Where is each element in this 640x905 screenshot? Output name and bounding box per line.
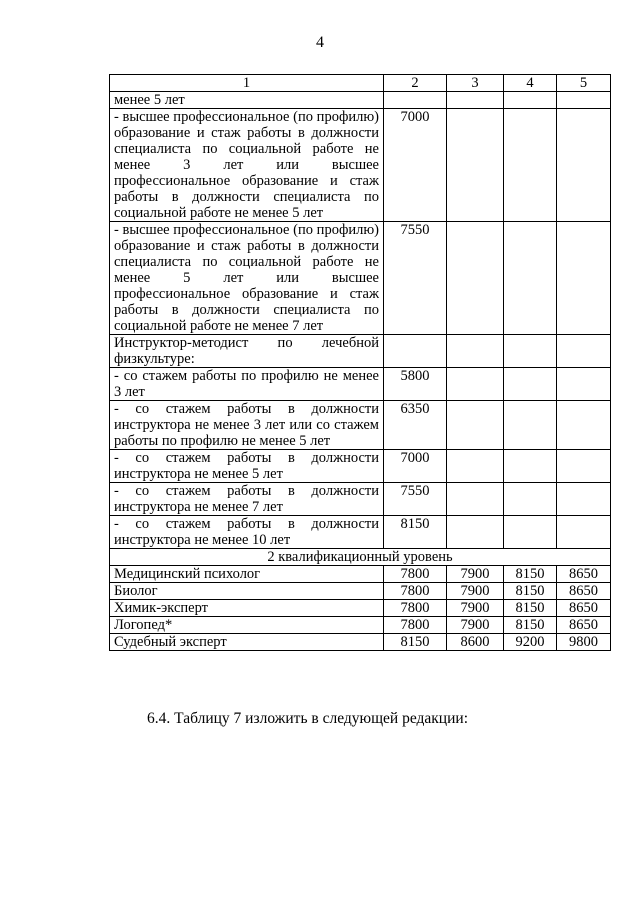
salary-value-cell	[447, 368, 504, 401]
position-cell: Химик-эксперт	[110, 600, 384, 617]
salary-value-cell: 8650	[557, 583, 611, 600]
salary-value-cell: 8150	[384, 634, 447, 651]
salary-value-cell	[447, 109, 504, 222]
qualification-level-title: 2 квалификационный уровень	[110, 549, 611, 566]
table-row	[110, 483, 611, 516]
salary-value-cell: 8150	[504, 583, 557, 600]
salary-value-cell	[504, 109, 557, 222]
position-cell: Инструктор-методист по лечебной физкультуре:	[110, 335, 384, 368]
salary-value-cell	[557, 335, 611, 368]
salary-value-cell: 8650	[557, 566, 611, 583]
position-cell: Логопед*	[110, 617, 384, 634]
column-header: 2	[384, 75, 447, 92]
salary-value-cell	[557, 109, 611, 222]
salary-value-cell: 7000	[384, 450, 447, 483]
column-header: 4	[504, 75, 557, 92]
salary-value-cell: 7000	[384, 109, 447, 222]
position-cell: - высшее профессиональное (по профилю) образование и стаж работы в должности специалиста по социальной работе не менее 5 лет или высшее профессиональное образование и стаж работы в должности специалиста по социальной работе не менее 7 лет	[110, 222, 384, 335]
salary-value-cell: 7900	[447, 566, 504, 583]
table-row	[110, 450, 611, 483]
instruction-text: 6.4. Таблицу 7 изложить в следующей редакции:	[147, 710, 468, 727]
table-row	[110, 516, 611, 549]
salary-value-cell: 8150	[504, 617, 557, 634]
table-row	[110, 92, 611, 109]
position-cell: - со стажем работы в должности инструктора не менее 3 лет или со стажем работы по профилю не менее 5 лет	[110, 401, 384, 450]
salary-value-cell	[447, 92, 504, 109]
salary-value-cell	[384, 92, 447, 109]
table-header-row	[110, 75, 611, 92]
column-header: 1	[110, 75, 384, 92]
salary-value-cell: 8650	[557, 617, 611, 634]
table-row	[110, 566, 611, 583]
salary-value-cell: 7550	[384, 483, 447, 516]
salary-table	[109, 74, 611, 651]
salary-value-cell	[447, 483, 504, 516]
salary-value-cell	[557, 401, 611, 450]
position-cell: - со стажем работы в должности инструктора не менее 7 лет	[110, 483, 384, 516]
salary-value-cell	[557, 368, 611, 401]
table-row	[110, 335, 611, 368]
salary-value-cell: 7800	[384, 583, 447, 600]
salary-value-cell	[447, 516, 504, 549]
salary-value-cell: 7550	[384, 222, 447, 335]
table-row	[110, 222, 611, 335]
position-cell: - высшее профессиональное (по профилю) образование и стаж работы в должности специалиста по социальной работе не менее 3 лет или высшее профессиональное образование и стаж работы в должности специалиста по социальной работе не менее 5 лет	[110, 109, 384, 222]
salary-value-cell	[504, 401, 557, 450]
salary-value-cell: 7800	[384, 600, 447, 617]
page-number: 4	[316, 34, 324, 51]
salary-value-cell: 8150	[384, 516, 447, 549]
salary-value-cell: 8150	[504, 566, 557, 583]
salary-value-cell: 7800	[384, 617, 447, 634]
salary-value-cell: 8150	[504, 600, 557, 617]
table-row	[110, 583, 611, 600]
column-header: 5	[557, 75, 611, 92]
salary-value-cell: 7900	[447, 583, 504, 600]
salary-value-cell	[447, 401, 504, 450]
salary-value-cell	[557, 222, 611, 335]
salary-value-cell	[557, 450, 611, 483]
salary-value-cell: 5800	[384, 368, 447, 401]
salary-value-cell	[557, 483, 611, 516]
salary-value-cell: 9800	[557, 634, 611, 651]
table-row	[110, 634, 611, 651]
salary-value-cell	[504, 516, 557, 549]
table-row	[110, 617, 611, 634]
position-cell: - со стажем работы в должности инструктора не менее 10 лет	[110, 516, 384, 549]
salary-value-cell	[504, 222, 557, 335]
qualification-level-row	[110, 549, 611, 566]
position-cell: - со стажем работы в должности инструктора не менее 5 лет	[110, 450, 384, 483]
position-cell: Биолог	[110, 583, 384, 600]
position-cell: менее 5 лет	[110, 92, 384, 109]
salary-value-cell	[447, 335, 504, 368]
salary-value-cell	[557, 516, 611, 549]
salary-value-cell: 8650	[557, 600, 611, 617]
table-row	[110, 109, 611, 222]
salary-value-cell	[504, 92, 557, 109]
salary-value-cell	[504, 335, 557, 368]
salary-value-cell	[504, 368, 557, 401]
salary-value-cell: 7900	[447, 600, 504, 617]
salary-value-cell: 7900	[447, 617, 504, 634]
salary-value-cell	[504, 483, 557, 516]
salary-value-cell: 7800	[384, 566, 447, 583]
salary-value-cell	[557, 92, 611, 109]
salary-value-cell: 8600	[447, 634, 504, 651]
table-row	[110, 401, 611, 450]
position-cell: Медицинский психолог	[110, 566, 384, 583]
salary-value-cell	[384, 335, 447, 368]
salary-value-cell: 9200	[504, 634, 557, 651]
salary-value-cell: 6350	[384, 401, 447, 450]
position-cell: - со стажем работы по профилю не менее 3 лет	[110, 368, 384, 401]
table-row	[110, 600, 611, 617]
table-row	[110, 368, 611, 401]
column-header: 3	[447, 75, 504, 92]
salary-value-cell	[504, 450, 557, 483]
salary-value-cell	[447, 450, 504, 483]
position-cell: Судебный эксперт	[110, 634, 384, 651]
salary-value-cell	[447, 222, 504, 335]
